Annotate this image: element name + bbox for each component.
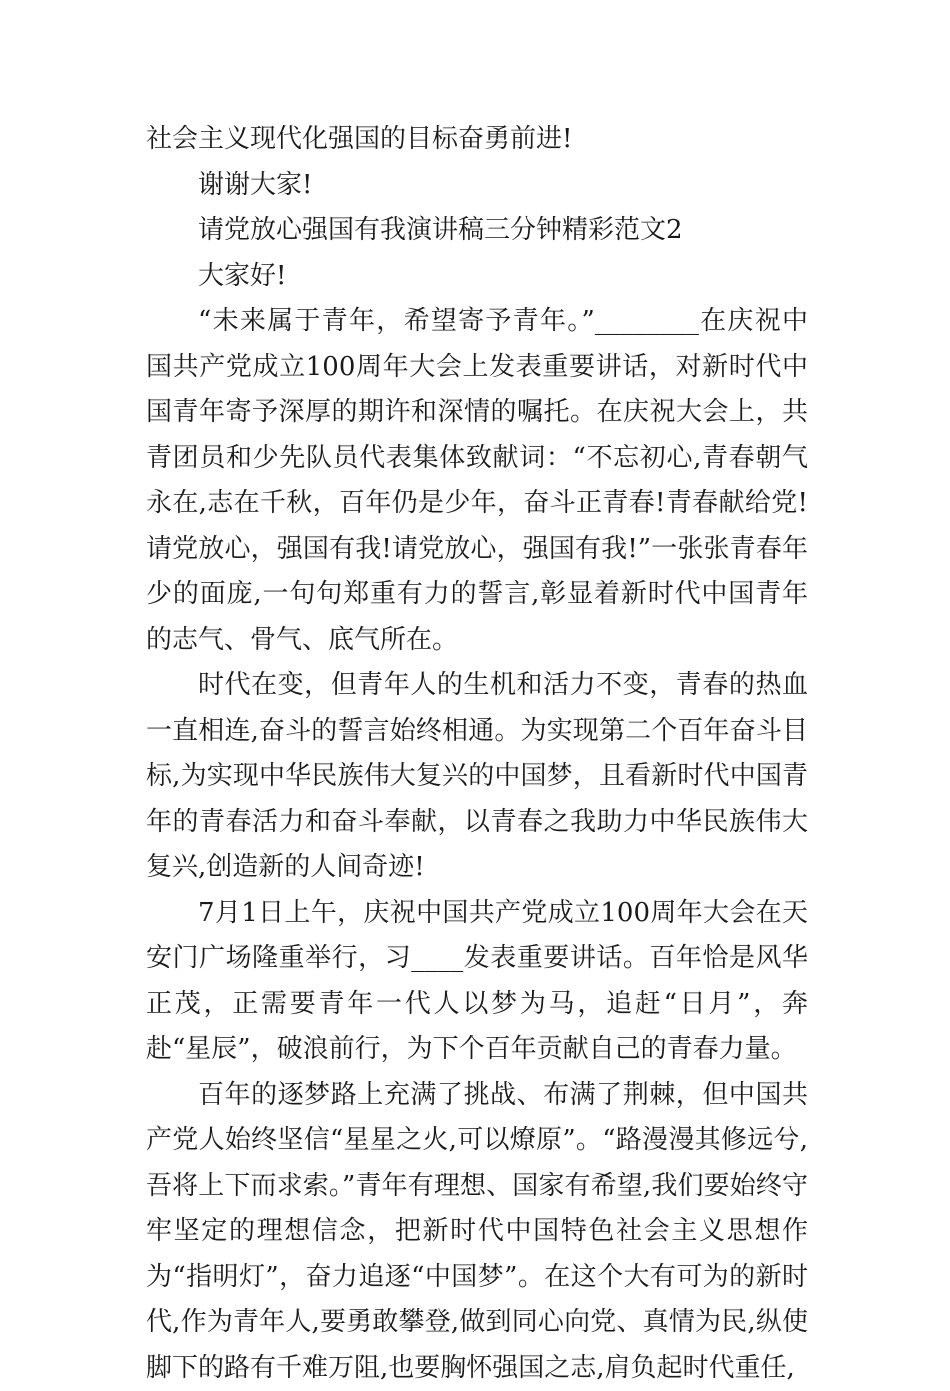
closing-thanks: 谢谢大家! xyxy=(146,163,808,209)
paragraph-6: 时代在变，但青年人的生机和活力不变，青春的热血一直相连,奋斗的誓言始终相通。为实现第二个百年奋斗目标,为实现中华民族伟大复兴的中国梦，且看新时代中国青年的青春活力和奋斗奉献，以青春之我助力中华民族伟大复兴,创造新的人间奇迹! xyxy=(146,663,808,891)
document-body xyxy=(146,117,808,1391)
paragraph-7: 7月1日上午，庆祝中国共产党成立100周年大会在天安门广场隆重举行，习____发表重要讲话。百年恰是风华正茂，正需要青年一代人以梦为马，追赶“日月”，奔赴“星辰”，破浪前行，为下个百年贡献自己的青春力量。 xyxy=(146,891,808,1073)
paragraph-8: 百年的逐梦路上充满了挑战、布满了荆棘，但中国共产党人始终坚信“星星之火,可以燎原”。“路漫漫其修远兮,吾将上下而求索。”青年有理想、国家有希望,我们要始终守牢坚定的理想信念，把新时代中国特色社会主义思想作为“指明灯”，奋力追逐“中国梦”。在这个大有可为的新时代,作为青年人,要勇敢攀登,做到同心向党、真情为民,纵使脚下的路有千难万阻,也要胸怀强国之志,肩负起时代重任, xyxy=(146,1073,808,1391)
section-title: 请党放心强国有我演讲稿三分钟精彩范文2 xyxy=(146,208,808,254)
paragraph-5: “未来属于青年，希望寄予青年。”________在庆祝中国共产党成立100周年大会上发表重要讲话，对新时代中国青年寄予深厚的期许和深情的嘱托。在庆祝大会上，共青团员和少先队员代表集体致献词：“不忘初心,青春朝气永在,志在千秋，百年仍是少年，奋斗正青春!青春献给党!请党放心，强国有我!请党放心，强国有我!”一张张青春年少的面庞,一句句郑重有力的誓言,彰显着新时代中国青年的志气、骨气、底气所在。 xyxy=(146,299,808,663)
greeting: 大家好! xyxy=(146,254,808,300)
paragraph-1: 社会主义现代化强国的目标奋勇前进! xyxy=(146,117,808,163)
